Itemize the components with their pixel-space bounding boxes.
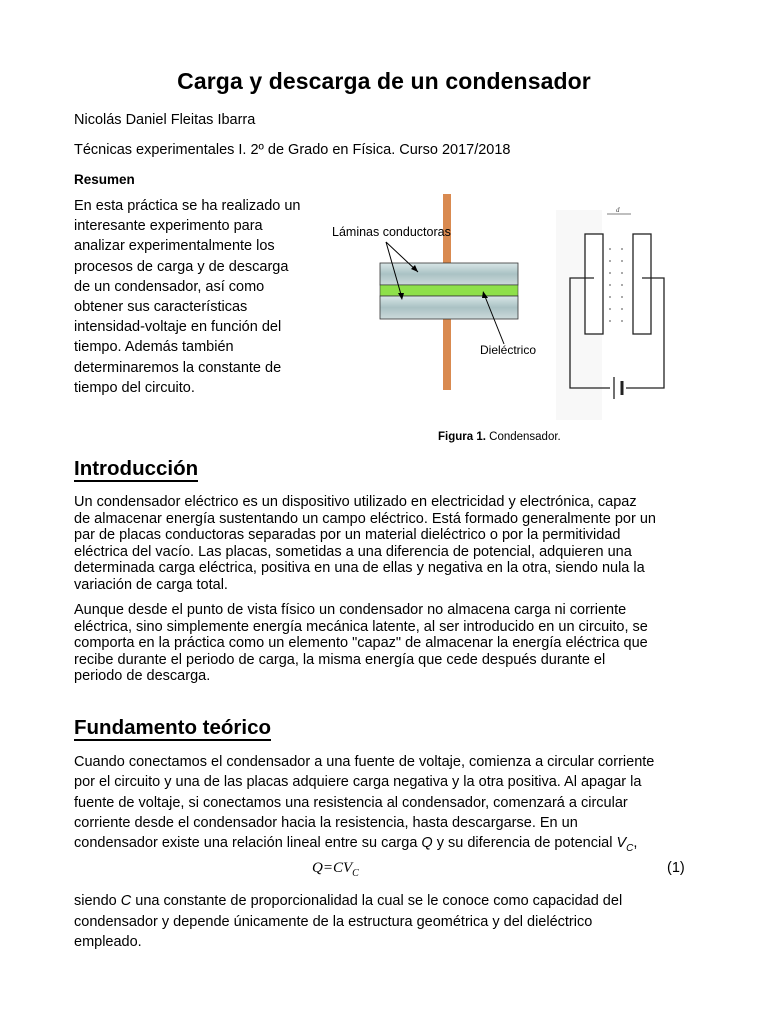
figure-caption-label: Figura 1.	[438, 431, 486, 443]
text-line: siendo C una constante de proporcionalidad la cual se le conoce como capacidad del	[74, 893, 623, 909]
abstract-line: En esta práctica se ha realizado un	[74, 198, 301, 214]
text-line: recibe durante el periodo de carga, la misma energía que cede después durante el	[74, 651, 606, 668]
text-line: Cuando conectamos el condensador a una fuente de voltaje, comienza a circular corriente	[74, 754, 655, 770]
right-plate	[633, 234, 651, 334]
theory-paragraph-2	[74, 891, 698, 953]
equation-number: (1)	[667, 860, 685, 876]
abstract-line: interesante experimento para	[74, 218, 263, 235]
text-line: condensador existe una relación lineal entre su carga Q y su diferencia de potencial $V_C$,	[74, 835, 638, 855]
plates-label: Láminas conductoras	[332, 225, 451, 239]
text-line: por el circuito y una de las placas adquiere carga negativa y la otra positiva. Al apagar la	[74, 774, 642, 791]
abstract-line: tiempo. Además también	[74, 339, 234, 356]
left-plate	[585, 234, 603, 334]
abstract-line: intensidad-voltaje en función del	[74, 319, 282, 336]
text-line: empleado.	[74, 934, 142, 950]
text-line: periodo de descarga.	[74, 668, 211, 685]
abstract-line: determinaremos la constante de	[74, 359, 282, 376]
capacitor-layers-illustration	[332, 194, 536, 390]
text-line: Un condensador eléctrico es un dispositivo utilizado en electricidad y electrónica, capaz	[74, 494, 637, 510]
course-info: Técnicas experimentales I. 2º de Grado en Física. Curso 2017/2018	[74, 142, 511, 158]
section-heading-text: Fundamento teórico	[74, 716, 272, 739]
var-q: Q	[421, 835, 433, 852]
text-line: condensador y depende únicamente de la estructura geométrica y del dieléctrico	[74, 913, 593, 930]
text-line: Aunque desde el punto de vista físico un condensador no almacena carga ni corriente	[74, 602, 627, 618]
paper-title: Carga y descarga de un condensador	[177, 68, 591, 94]
section-heading-introduccion	[74, 457, 198, 482]
abstract-line: de un condensador, así como	[74, 278, 265, 295]
abstract-heading: Resumen	[74, 172, 135, 187]
intro-paragraph-2	[74, 602, 698, 685]
text-line: eléctrica, sino simplemente energía mecánica latente, al ser introducido en un circuito, se	[74, 618, 648, 635]
text-line: variación de carga total.	[74, 576, 228, 593]
section-heading-text: Introducción	[74, 457, 199, 480]
author-name: Nicolás Daniel Fleitas Ibarra	[74, 112, 256, 128]
equation-1: $Q=CV_C$	[312, 860, 359, 879]
figure-caption-text: Condensador.	[485, 431, 561, 443]
text-line: fuente de voltaje, si conectamos una resistencia al condensador, comenzará a circular	[74, 794, 628, 811]
section-heading-fundamento	[74, 716, 271, 741]
abstract-line: analizar experimentalmente los	[74, 238, 275, 255]
capacitor-figure	[326, 188, 706, 428]
var-v: V	[616, 835, 627, 852]
text-line: comporta en la práctica como un elemento "capaz" de almacenar la energía eléctrica que	[74, 635, 648, 652]
capacitor-figure-svg	[326, 188, 706, 428]
figure-caption	[438, 431, 561, 443]
distance-label: d	[616, 206, 620, 214]
text-line: de almacenar energía sustentando un campo eléctrico. Está formado generalmente por un	[74, 510, 656, 527]
intro-paragraph-1	[74, 494, 698, 594]
text-line: eléctrica del vacío. Las placas, sometidas a una diferencia de potencial, adquieren una	[74, 543, 632, 560]
abstract-line: procesos de carga y de descarga	[74, 258, 289, 275]
parallel-plate-circuit	[556, 206, 664, 420]
dielectric-label: Dieléctrico	[480, 343, 537, 357]
abstract-text	[74, 196, 324, 398]
text-line: corriente desde el condensador hacia la resistencia, hasta descargarse. En un	[74, 814, 578, 831]
theory-paragraph-1	[74, 752, 698, 859]
abstract-line: obtener sus características	[74, 299, 248, 316]
field-lines	[610, 248, 622, 322]
text-line: determinada carga eléctrica, positiva en una de ellas y negativa en la otra, siendo nula la	[74, 560, 645, 577]
var-c: C	[120, 893, 132, 909]
text-line: par de placas conductoras separadas por un material dieléctrico o por la permitividad	[74, 527, 621, 544]
abstract-line: tiempo del circuito.	[74, 379, 195, 396]
